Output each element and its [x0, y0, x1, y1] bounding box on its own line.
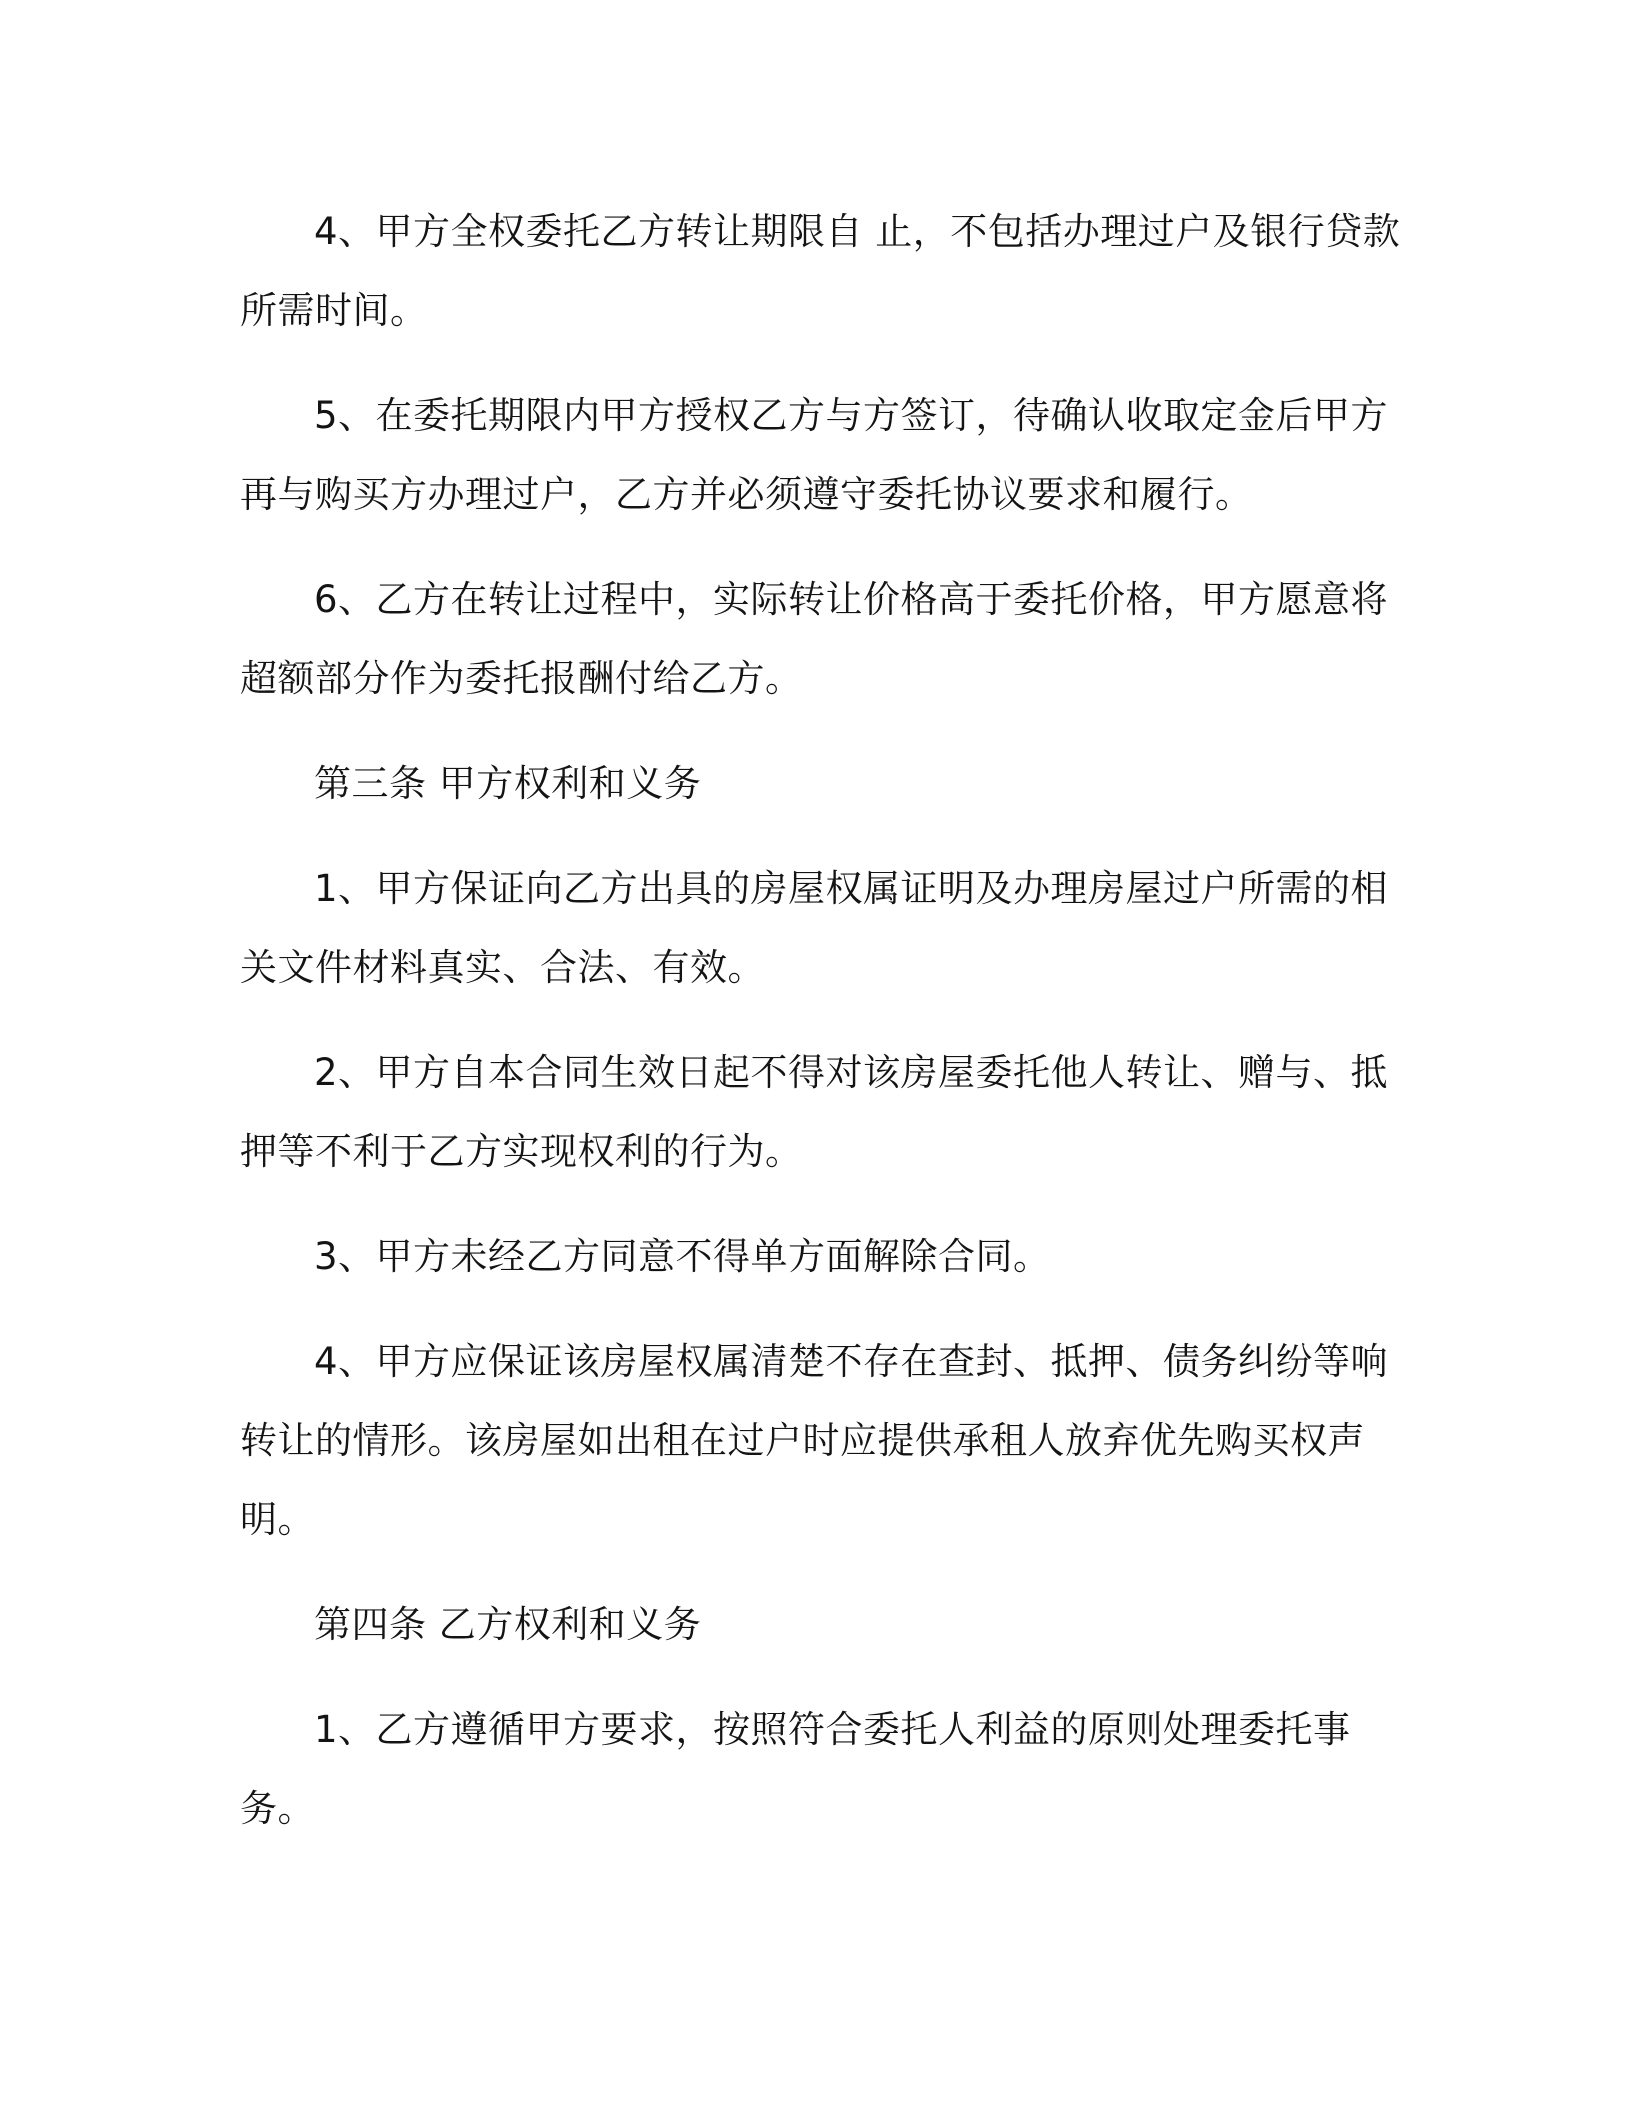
- clause-item-4-transfer-period: 4、甲方全权委托乙方转让期限自 止，不包括办理过户及银行贷款所需时间。: [240, 210, 1401, 332]
- article-4-heading: 第四条 乙方权利和义务: [314, 1603, 702, 1646]
- article-3-heading: 第三条 甲方权利和义务: [314, 762, 702, 805]
- article-3-item-3: 3、甲方未经乙方同意不得单方面解除合同。: [314, 1235, 1051, 1278]
- article-3-item-4: 4、甲方应保证该房屋权属清楚不存在查封、抵押、债务纠纷等响转让的情形。该房屋如出租在过户时应提供承租人放弃优先购买权声明。: [240, 1340, 1389, 1541]
- article-3-item-2: 2、甲方自本合同生效日起不得对该房屋委托他人转让、赠与、抵押等不利于乙方实现权利的行为。: [240, 1051, 1389, 1173]
- clause-item-5-signing-authorization: 5、在委托期限内甲方授权乙方与方签订，待确认收取定金后甲方再与购买方办理过户，乙方并必须遵守委托协议要求和履行。: [240, 394, 1389, 516]
- document-body: [240, 192, 1410, 1874]
- clause-item-6-excess-price: 6、乙方在转让过程中，实际转让价格高于委托价格，甲方愿意将超额部分作为委托报酬付给乙方。: [240, 578, 1389, 700]
- article-3-item-1: 1、甲方保证向乙方出具的房屋权属证明及办理房屋过户所需的相关文件材料真实、合法、有效。: [240, 867, 1389, 989]
- article-4-item-1: 1、乙方遵循甲方要求，按照符合委托人利益的原则处理委托事务。: [240, 1708, 1351, 1830]
